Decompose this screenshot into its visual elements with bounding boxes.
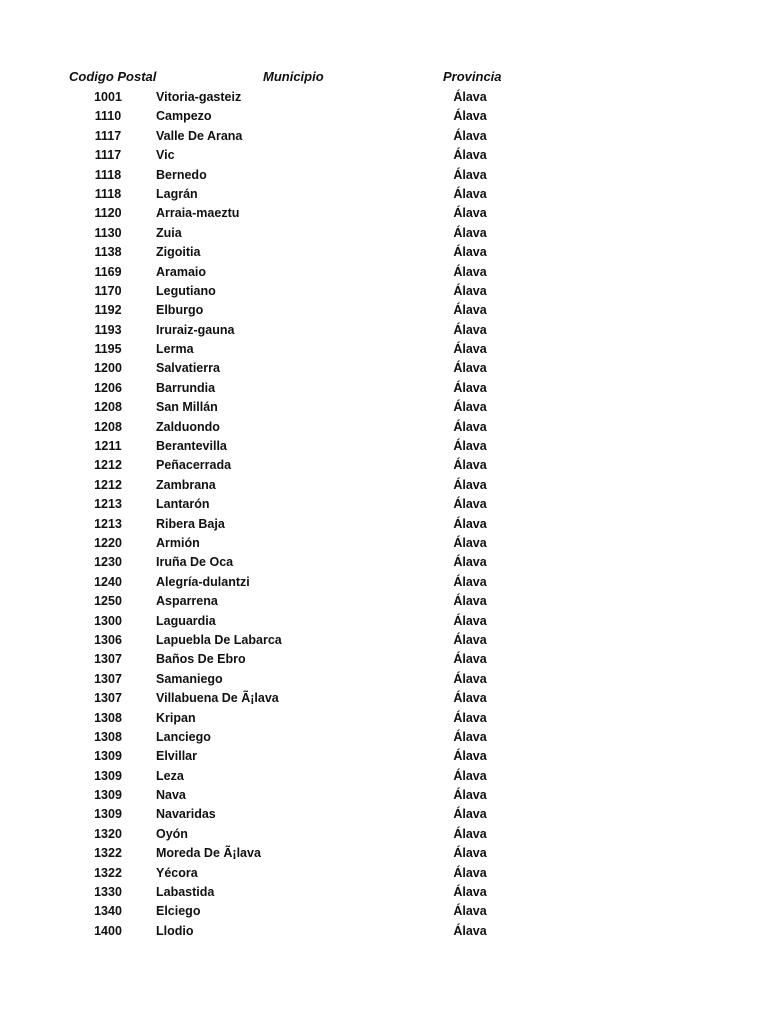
cell-codigo-postal: 1308 [94,710,122,725]
cell-municipio: Ribera Baja [156,516,225,531]
table-row [0,670,768,689]
cell-codigo-postal: 1340 [94,904,122,919]
table-row [0,902,768,921]
cell-municipio: Elciego [156,904,201,919]
cell-municipio: Lagrán [156,186,198,201]
cell-codigo-postal: 1309 [94,788,122,803]
cell-provincia: Álava [453,167,487,182]
cell-municipio: Elvillar [156,749,197,764]
table-row [0,224,768,243]
table-row [0,495,768,514]
cell-provincia: Álava [453,128,487,143]
table-row [0,243,768,262]
cell-municipio: Barrundia [156,380,216,395]
cell-provincia: Álava [453,361,487,376]
cell-codigo-postal: 1307 [94,671,122,686]
cell-codigo-postal: 1192 [94,303,122,318]
cell-municipio: Baños De Ebro [156,652,246,667]
cell-provincia: Álava [453,497,487,512]
cell-municipio: Llodio [156,923,194,938]
cell-codigo-postal: 1250 [94,594,122,609]
cell-codigo-postal: 1193 [94,322,122,337]
cell-municipio: Lapuebla De Labarca [156,632,282,647]
table-row [0,476,768,495]
table-row [0,282,768,301]
cell-municipio: Yécora [156,865,198,880]
cell-codigo-postal: 1208 [94,419,122,434]
cell-municipio: Zalduondo [156,419,220,434]
table-row [0,107,768,126]
cell-provincia: Álava [453,613,487,628]
cell-municipio: Salvatierra [156,361,220,376]
cell-codigo-postal: 1307 [94,691,122,706]
cell-provincia: Álava [453,303,487,318]
table-row [0,728,768,747]
cell-municipio: Vitoria-gasteiz [156,90,242,104]
cell-codigo-postal: 1322 [94,865,122,880]
cell-municipio: Armión [156,535,200,550]
cell-provincia: Álava [453,594,487,609]
table-body [0,88,768,941]
cell-codigo-postal: 1309 [94,768,122,783]
cell-municipio: Nava [156,788,186,803]
table-row [0,321,768,340]
cell-municipio: Laguardia [156,613,216,628]
table-row [0,437,768,456]
cell-provincia: Álava [453,923,487,938]
cell-provincia: Álava [453,516,487,531]
table-row [0,844,768,863]
table-row [0,864,768,883]
cell-provincia: Álava [453,574,487,589]
table-row [0,418,768,437]
cell-codigo-postal: 1211 [94,439,122,454]
cell-codigo-postal: 1240 [94,574,122,589]
header-municipio: Municipio [263,69,324,84]
cell-municipio: Lantarón [156,497,210,512]
table-row [0,689,768,708]
cell-municipio: Bernedo [156,167,207,182]
cell-codigo-postal: 1309 [94,807,122,822]
cell-codigo-postal: 1213 [94,497,122,512]
cell-municipio: Valle De Arana [156,128,243,143]
table-row [0,786,768,805]
cell-codigo-postal: 1118 [94,186,122,201]
cell-codigo-postal: 1309 [94,749,122,764]
table-row [0,263,768,282]
cell-codigo-postal: 1117 [94,128,122,143]
cell-codigo-postal: 1213 [94,516,122,531]
cell-provincia: Álava [453,826,487,841]
cell-codigo-postal: 1001 [94,90,122,104]
cell-provincia: Álava [453,749,487,764]
cell-municipio: Arraia-maeztu [156,206,240,221]
cell-provincia: Álava [453,342,487,357]
cell-provincia: Álava [453,865,487,880]
cell-provincia: Álava [453,264,487,279]
cell-municipio: San Millán [156,400,218,415]
cell-provincia: Álava [453,439,487,454]
cell-municipio: Moreda De Ã¡lava [156,846,261,861]
table-row [0,553,768,572]
table-row [0,301,768,320]
table-header [0,69,768,87]
cell-provincia: Álava [453,632,487,647]
cell-provincia: Álava [453,148,487,163]
cell-municipio: Labastida [156,885,215,900]
cell-codigo-postal: 1169 [94,264,122,279]
table-row [0,456,768,475]
table-row [0,166,768,185]
cell-codigo-postal: 1220 [94,535,122,550]
cell-provincia: Álava [453,535,487,550]
cell-codigo-postal: 1117 [94,148,122,163]
cell-codigo-postal: 1230 [94,555,122,570]
cell-provincia: Álava [453,885,487,900]
cell-provincia: Álava [453,400,487,415]
cell-provincia: Álava [453,458,487,473]
table-row [0,185,768,204]
cell-codigo-postal: 1308 [94,729,122,744]
cell-provincia: Álava [453,90,487,104]
header-provincia: Provincia [443,69,502,84]
cell-codigo-postal: 1306 [94,632,122,647]
table-row [0,709,768,728]
table-row [0,592,768,611]
table-row [0,825,768,844]
cell-municipio: Vic [156,148,175,163]
cell-provincia: Álava [453,419,487,434]
table-row [0,612,768,631]
cell-municipio: Zigoitia [156,245,201,260]
cell-codigo-postal: 1307 [94,652,122,667]
cell-provincia: Álava [453,555,487,570]
cell-provincia: Álava [453,904,487,919]
cell-municipio: Samaniego [156,671,223,686]
cell-municipio: Iruraiz-gauna [156,322,235,337]
cell-provincia: Álava [453,245,487,260]
cell-provincia: Álava [453,380,487,395]
cell-municipio: Navaridas [156,807,216,822]
cell-provincia: Álava [453,322,487,337]
cell-municipio: Zambrana [156,477,216,492]
cell-municipio: Berantevilla [156,439,227,454]
cell-codigo-postal: 1110 [94,109,122,124]
cell-municipio: Villabuena De Ã¡lava [156,691,279,706]
cell-municipio: Asparrena [156,594,218,609]
table-row [0,379,768,398]
table-row [0,146,768,165]
cell-municipio: Lerma [156,342,194,357]
cell-provincia: Álava [453,807,487,822]
table-row [0,922,768,941]
cell-codigo-postal: 1212 [94,458,122,473]
table-row [0,631,768,650]
table-row [0,650,768,669]
header-codigo-postal: Codigo Postal [69,69,157,84]
cell-municipio: Iruña De Oca [156,555,234,570]
table-row [0,127,768,146]
cell-codigo-postal: 1200 [94,361,122,376]
cell-codigo-postal: 1130 [94,225,122,240]
table-row [0,767,768,786]
table-row [0,88,768,107]
cell-codigo-postal: 1320 [94,826,122,841]
cell-provincia: Álava [453,768,487,783]
cell-codigo-postal: 1170 [94,283,122,298]
cell-provincia: Álava [453,225,487,240]
cell-municipio: Kripan [156,710,196,725]
cell-provincia: Álava [453,477,487,492]
cell-codigo-postal: 1330 [94,885,122,900]
cell-provincia: Álava [453,788,487,803]
cell-codigo-postal: 1208 [94,400,122,415]
table-row [0,883,768,902]
cell-municipio: Peñacerrada [156,458,232,473]
cell-municipio: Elburgo [156,303,204,318]
cell-codigo-postal: 1322 [94,846,122,861]
cell-provincia: Álava [453,283,487,298]
cell-municipio: Aramaio [156,264,207,279]
cell-codigo-postal: 1300 [94,613,122,628]
cell-provincia: Álava [453,109,487,124]
cell-codigo-postal: 1138 [94,245,122,260]
cell-provincia: Álava [453,691,487,706]
cell-municipio: Campezo [156,109,212,124]
cell-municipio: Legutiano [156,283,216,298]
table-row [0,515,768,534]
cell-municipio: Zuia [156,225,182,240]
table-row [0,805,768,824]
cell-provincia: Álava [453,652,487,667]
table-row [0,340,768,359]
table-row [0,747,768,766]
cell-municipio: Lanciego [156,729,211,744]
table-row [0,534,768,553]
cell-municipio: Leza [156,768,184,783]
cell-provincia: Álava [453,729,487,744]
cell-codigo-postal: 1118 [94,167,122,182]
cell-provincia: Álava [453,206,487,221]
table-row [0,398,768,417]
cell-provincia: Álava [453,710,487,725]
cell-provincia: Álava [453,186,487,201]
table-row [0,573,768,592]
cell-provincia: Álava [453,846,487,861]
cell-municipio: Alegría-dulantzi [156,574,250,589]
cell-codigo-postal: 1120 [94,206,122,221]
cell-codigo-postal: 1206 [94,380,122,395]
cell-provincia: Álava [453,671,487,686]
cell-codigo-postal: 1195 [94,342,122,357]
cell-codigo-postal: 1212 [94,477,122,492]
table-row [0,204,768,223]
cell-municipio: Oyón [156,826,188,841]
table-row [0,359,768,378]
cell-codigo-postal: 1400 [94,923,122,938]
